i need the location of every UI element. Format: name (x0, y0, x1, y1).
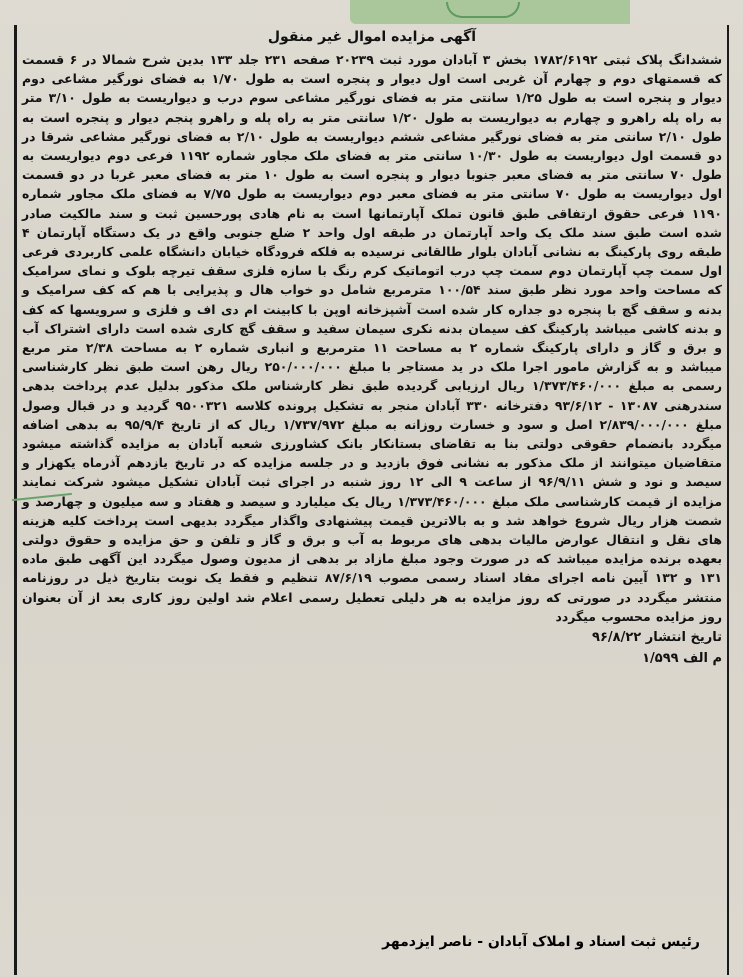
notice-title: آگهی مزایده اموال غیر منقول (267, 29, 477, 45)
publish-date: تاریخ انتشار ۹۶/۸/۲۲ (592, 630, 722, 646)
auction-notice (22, 26, 722, 668)
signature-line: رئیس ثبت اسناد و املاک آبادان - ناصر ایزدمهر (382, 934, 700, 950)
reference-code: م الف ۱/۵۹۹ (642, 651, 722, 667)
green-highlight-strip (350, 0, 630, 24)
green-pen-mark (446, 2, 520, 18)
notice-body: ششدانگ پلاک ثبتی ۱۷۸۲/۶۱۹۲ بخش ۳ آبادان مورد ثبت ۲۰۲۳۹ صفحه ۲۳۱ جلد ۱۳۳ بدین شرح شمالا در ۶ قسمت که قسمتهای دوم و چهارم آن غربی است اول دیوار و پنجره است به طول ۱/۷۰ به فضای نورگیر مشاعی دوم دیوار و پنجره است به طول ۱/۲۵ سانتی متر به فضای نورگیر مشاعی سوم درب و دیواریست به طول ۳/۱۰ متر به راه پله راهرو و چهارم به دیواریست به طول ۱/۲۰ سانتی متر به راه پله و راهرو پنجم دیوار و پنجره است به طول ۲/۱۰ سانتی متر به فضای نورگیر مشاعی ششم دیواریست به طول ۲/۱۰ به فضای نورگیر مشاعی شرقا در دو قسمت اول دیواریست به طول ۱۰/۳۰ سانتی متر به فضای ملک مجاور شماره ۱۱۹۲ فرعی دوم دیواریست به طول ۷۰ سانتی متر به فضای معبر جنوبا دیوار و پنجره است به طول ۱۰ متر به فضای معبر غربا در دو قسمت اول دیواریست به طول ۷۰ سانتی متر به فضای معبر دوم دیواریست به طول ۷/۷۵ به فضای ملک مجاور شماره ۱۱۹۰ فرعی حقوق ارتفاقی طبق قانون تملک آپارتمانها است به نام هادی پورحسین ثبت و سند مالکیت صادر شده است طبق سند ملک یک واحد آپارتمان در طبقه اول واحد ۲ ضلع جنوبی واقع در یک دستگاه آپارتمان ۴ طبقه روی پارکینگ به نشانی آبادان بلوار طالقانی نرسیده به فلکه فرودگاه خیابان دانشگاه علمی کاربردی فرعی اول سمت چپ آپارتمان دوم سمت چپ درب اتوماتیک کرم رنگ با سازه فلزی سقف تیرچه بلوک و نمای سرامیک که مساحت واحد مورد نظر طبق سند ۱۰۰/۵۴ مترمربع شامل دو خواب هال و پذیرایی با هم که کف سرامیک و بدنه و سقف گچ با پنجره دو جداره کار شده است آشپزخانه اوپن با کابینت ام دی اف و فلزی و سرویسها که کف و بدنه کاشی میباشد پارکینگ کف سیمان بدنه نکری سیمان سفید و سقف گچ کاری شده است دارای اشتراک آب و برق و گاز و دارای پارکینگ شماره ۲ به مساحت ۱۱ مترمربع و انباری شماره ۲ به مساحت ۲/۳۸ متر مربع میباشد و به گزارش مامور اجرا ملک در ید مستاجر با مبلغ ۲۵۰/۰۰۰/۰۰۰ ریال رهن است طبق نظر کارشناسی رسمی به مبلغ ۱/۳۷۳/۴۶۰/۰۰۰ ریال ارزیابی گردیده طبق نظر کارشناس ملک مذکور بدلیل عدم پرداخت بدهی سندرهنی ۱۳۰۸۷ - ۹۳/۶/۱۲ دفترخانه ۳۳۰ آبادان منجر به تشکیل پرونده کلاسه ۹۵۰۰۳۲۱ گردید و در قبال وصول مبلغ ۲/۸۳۹/۰۰۰/۰۰۰ اصل و سود و خسارت روزانه به مبلغ ۱/۷۳۷/۹۷۲ ریال که از تاریخ ۹۵/۹/۴ به بدهی اضافه میگردد بانضمام حقوقی دولتی بنا به تقاضای بستانکار بانک کشاورزی شعبه آبادان به مزایده گذاشته میشود متقاضیان میتوانند از ملک مذکور به نشانی فوق بازدید و در جلسه مزایده که در تاریخ یازدهم آذرماه یکهزار و سیصد و نود و شش ۹۶/۹/۱۱ از ساعت ۹ الی ۱۲ روز شنبه در اجرای ثبت آبادان تشکیل میشود شرکت نمایند مزایده از قیمت کارشناسی ملک مبلغ ۱/۳۷۳/۴۶۰/۰۰۰ ریال یک میلیارد و سیصد و هفتاد و سه میلیون و چهارصد و شصت هزار ریال شروع خواهد شد و به بالاترین قیمت پیشنهادی واگذار میگردد بدیهی است پرداخت کلیه هزینه های نقل و انتقال عوارض مالیات بدهی های مربوط به آب و برق و گاز و تلفن و حق مزایده و حقوق دولتی بعهده برنده مزایده میباشد که در صورت وجود مبلغ مازاد بر بدهی از مدیون وصول میگردد این آگهی طبق ماده ۱۳۱ و ۱۳۲ آیین نامه اجرای مفاد اسناد رسمی مصوب ۸۷/۶/۱۹ تنظیم و فقط یک نوبت بتاریخ ذیل در روزنامه منتشر میگردد در صورتی که روز مزایده به هر دلیلی تعطیل رسمی اعلام شد اولین روز کاری بعد از آن بعنوان روز مزایده محسوب میگردد (22, 52, 723, 624)
